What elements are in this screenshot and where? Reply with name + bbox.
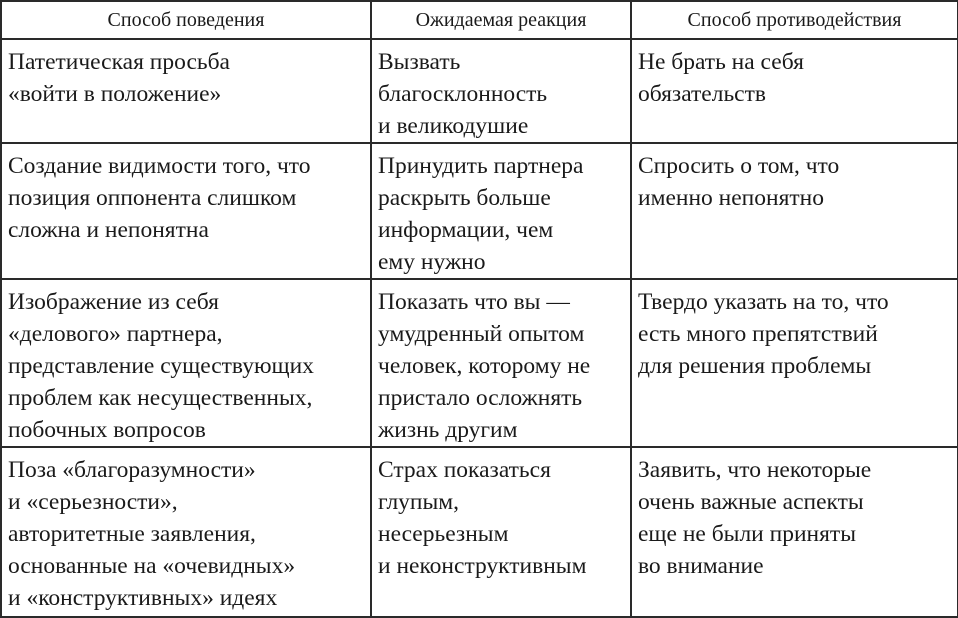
cell-line: Заявить, что некоторые [638, 457, 872, 483]
cell-line: Поза «благоразумности» [8, 457, 256, 483]
cell-line: человек, которому не [378, 353, 591, 379]
table-row [1, 279, 958, 447]
cell-line: представление существующих [8, 353, 314, 379]
cell-behavior [1, 143, 371, 279]
cell-behavior [1, 447, 371, 617]
cell-line: проблем как несущественных, [8, 385, 313, 411]
header-expected-reaction: Ожидаемая реакция [371, 1, 631, 39]
header-behavior: Способ поведения [1, 1, 371, 39]
table-row [1, 39, 958, 143]
cell-line: очень важные аспекты [638, 489, 864, 515]
cell-line: во внимание [638, 553, 764, 579]
cell-line: ему нужно [378, 249, 486, 275]
cell-countermeasure [631, 447, 958, 617]
cell-line: позиция оппонента слишком [8, 185, 297, 211]
cell-countermeasure [631, 143, 958, 279]
cell-behavior [1, 39, 371, 143]
cell-line: глупым, [378, 489, 460, 515]
cell-line: умудренный опытом [378, 321, 585, 347]
cell-line: Создание видимости того, что [8, 153, 311, 179]
cell-line: Показать что вы — [378, 289, 570, 315]
cell-line: Твердо указать на то, что [638, 289, 889, 315]
cell-expected-reaction [371, 143, 631, 279]
cell-line: именно непонятно [638, 185, 824, 211]
cell-line: для решения проблемы [638, 353, 872, 379]
cell-countermeasure [631, 279, 958, 447]
table-row [1, 447, 958, 617]
cell-line: благосклонность [378, 81, 548, 107]
cell-line: Патетическая просьба [8, 49, 230, 75]
cell-line: обязательств [638, 81, 766, 107]
cell-line: Не брать на себя [638, 49, 804, 75]
cell-line: Страх показаться [378, 457, 551, 483]
cell-line: «войти в положение» [8, 81, 222, 107]
cell-line: Вызвать [378, 49, 461, 75]
header-countermeasure: Способ противодействия [631, 1, 958, 39]
cell-line: и великодушие [378, 113, 529, 139]
cell-line: еще не были приняты [638, 521, 856, 547]
cell-line: есть много препятствий [638, 321, 878, 347]
cell-expected-reaction [371, 447, 631, 617]
cell-line: несерьезным [378, 521, 509, 547]
cell-line: жизнь другим [378, 417, 518, 443]
cell-line: побочных вопросов [8, 417, 206, 443]
header-row [1, 1, 958, 39]
cell-line: и «серьезности», [8, 489, 178, 515]
cell-countermeasure [631, 39, 958, 143]
cell-line: и «конструктивных» идеях [8, 585, 278, 611]
cell-expected-reaction [371, 39, 631, 143]
cell-line: пристало осложнять [378, 385, 583, 411]
cell-line: основанные на «очевидных» [8, 553, 296, 579]
cell-line: Спросить о том, что [638, 153, 840, 179]
cell-line: и неконструктивным [378, 553, 587, 579]
cell-line: Принудить партнера [378, 153, 584, 179]
cell-line: «делового» партнера, [8, 321, 223, 347]
cell-line: Изображение из себя [8, 289, 219, 315]
cell-behavior [1, 279, 371, 447]
cell-line: информации, чем [378, 217, 554, 243]
cell-expected-reaction [371, 279, 631, 447]
table-row [1, 143, 958, 279]
cell-line: раскрыть больше [378, 185, 551, 211]
cell-line: сложна и непонятна [8, 217, 209, 243]
cell-line: авторитетные заявления, [8, 521, 256, 547]
